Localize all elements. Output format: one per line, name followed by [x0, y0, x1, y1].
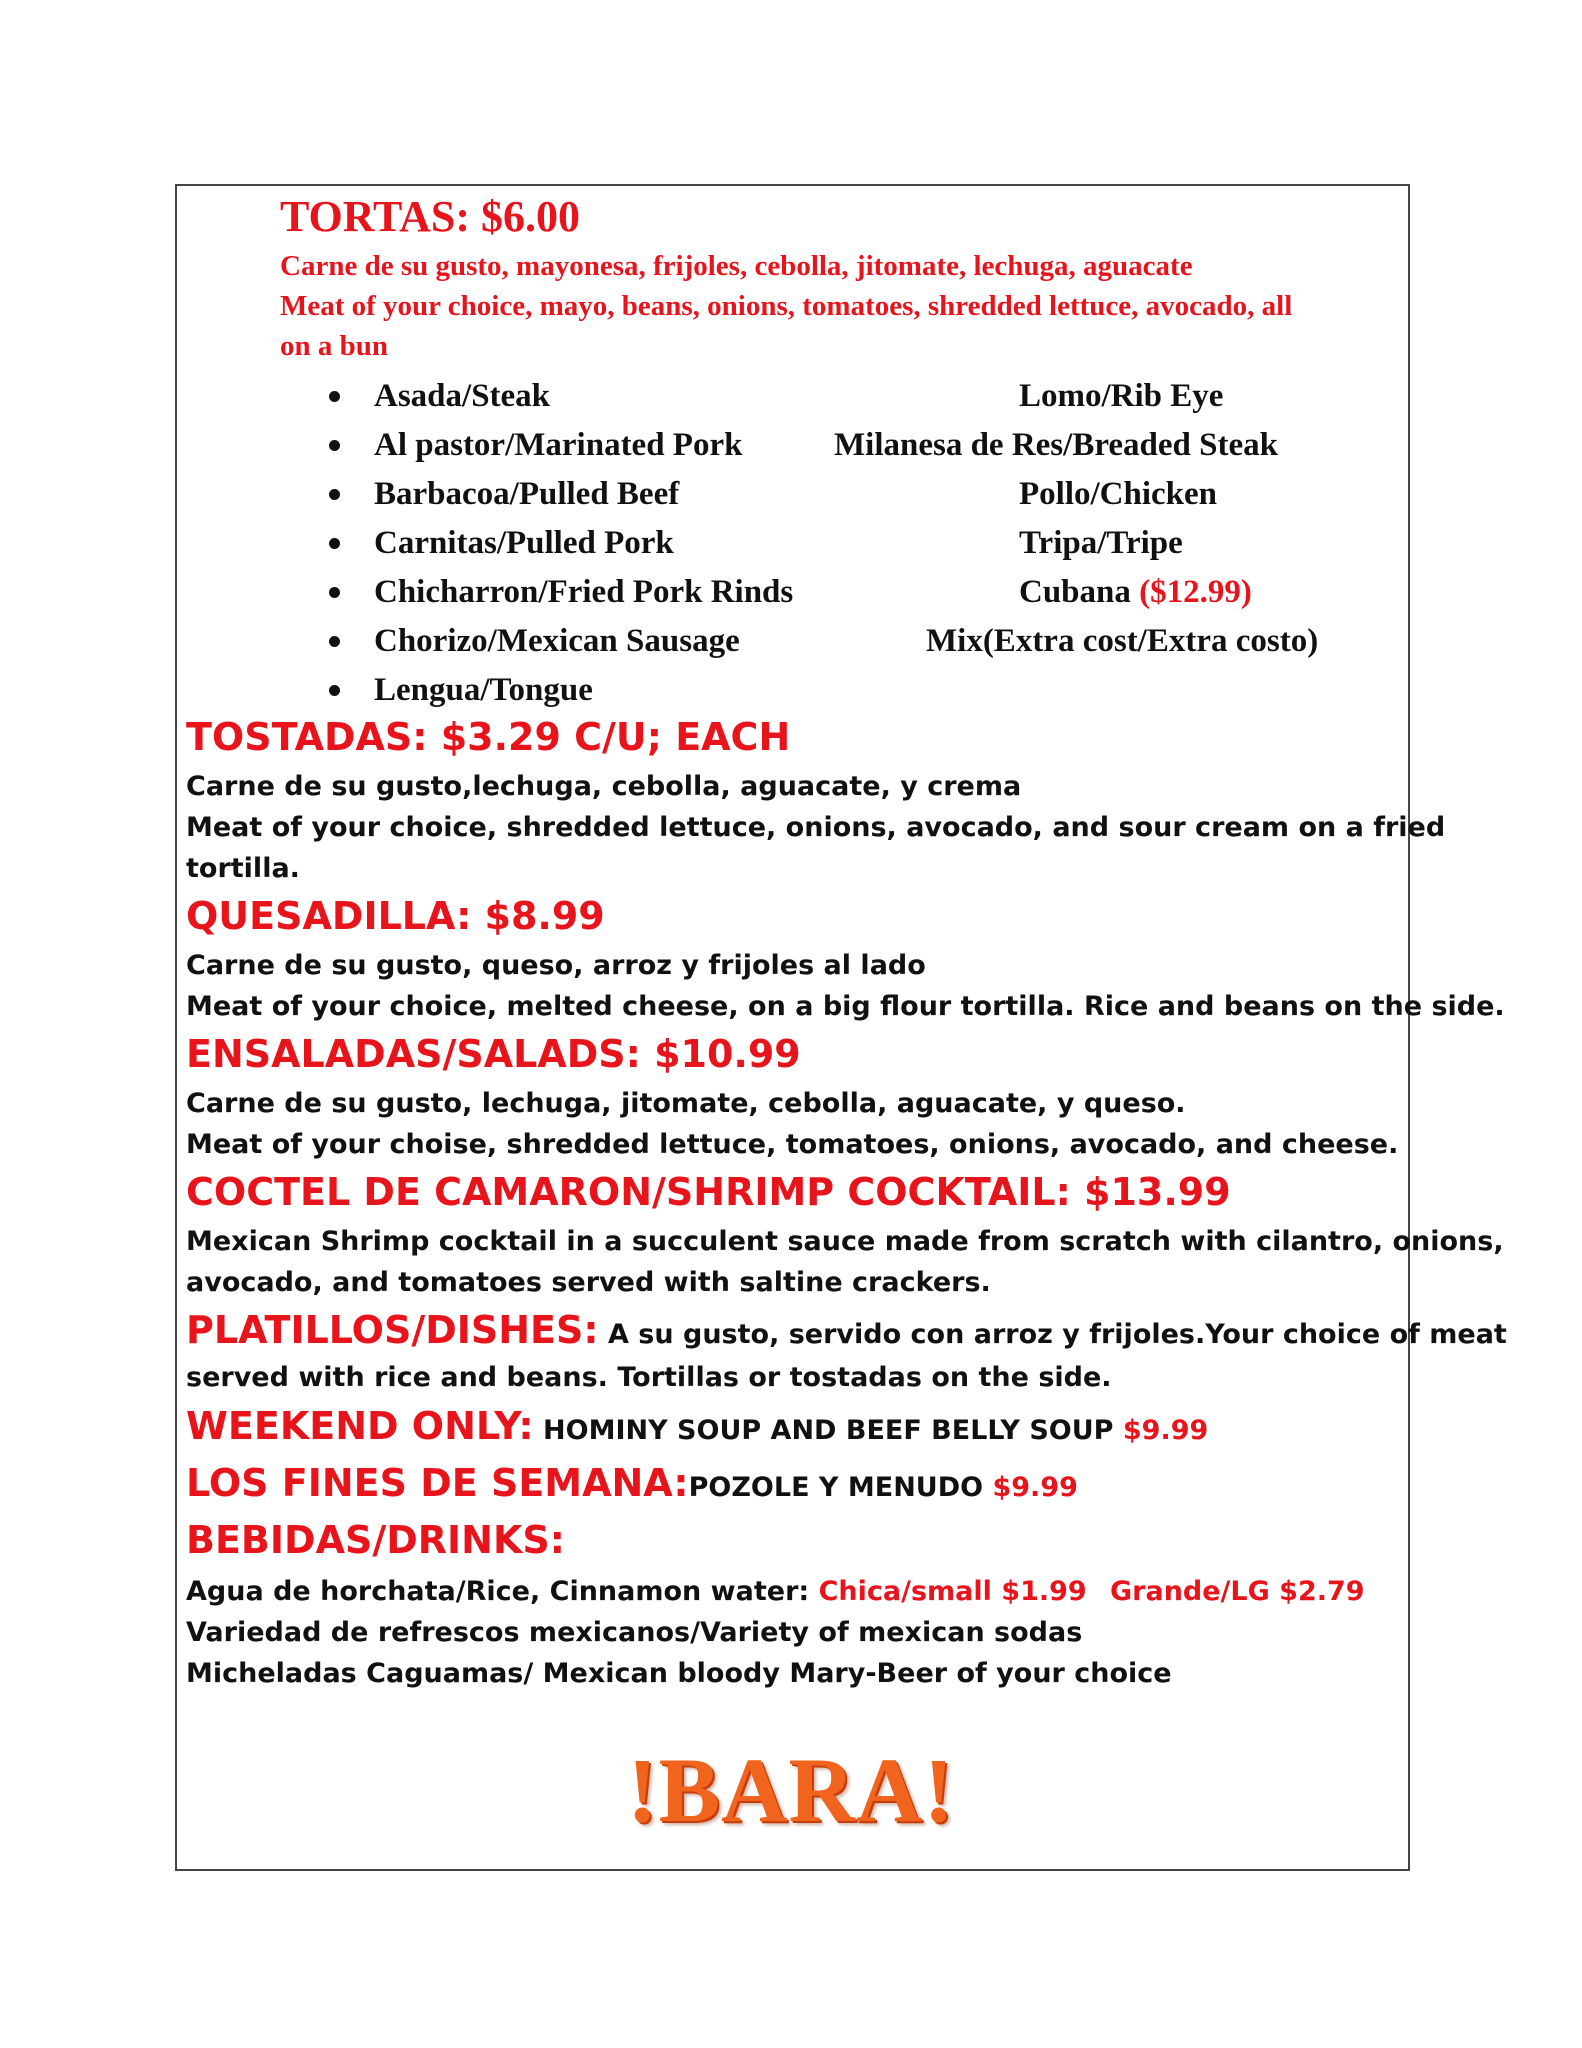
- coctel-title: COCTEL DE CAMARON/SHRIMP COCKTAIL: $13.99: [186, 1170, 1231, 1214]
- list-item: Chicharron/Fried Pork Rinds: [325, 568, 793, 617]
- coctel-desc-cont: avocado, and tomatoes served with saltine crackers.: [186, 1267, 991, 1298]
- tortas-meat-list: [325, 372, 793, 715]
- quesadilla-desc-en: Meat of your choice, melted cheese, on a big flour tortilla. Rice and beans on the side.: [186, 991, 1505, 1022]
- platillos-desc: A su gusto, servido con arroz y frijoles.Your choice of meat: [608, 1319, 1507, 1350]
- cubana-label: Cubana: [1019, 574, 1131, 610]
- platillos-desc-cont: served with rice and beans. Tortillas or tostadas on the side.: [186, 1362, 1112, 1393]
- fines-price: $9.99: [992, 1472, 1078, 1503]
- weekend-row: [186, 1402, 1208, 1455]
- bara-logo: !BARA!: [627, 1739, 955, 1841]
- platillos-title: PLATILLOS/DISHES:: [186, 1308, 599, 1352]
- weekend-text: HOMINY SOUP AND BEEF BELLY SOUP: [543, 1415, 1114, 1446]
- quesadilla-title: QUESADILLA: $8.99: [186, 894, 605, 938]
- list-item: Lengua/Tongue: [325, 666, 793, 715]
- horchata-line: [186, 1571, 1087, 1612]
- cubana-price: ($12.99): [1139, 574, 1252, 610]
- tortas-desc-es: Carne de su gusto, mayonesa, frijoles, cebolla, jitomate, lechuga, aguacate: [280, 250, 1193, 282]
- fines-row: [186, 1459, 1078, 1512]
- tortas-desc-en-cont: on a bun: [280, 330, 389, 362]
- sodas-line: Variedad de refrescos mexicanos/Variety of mexican sodas: [186, 1617, 1083, 1648]
- list-item-right: Pollo/Chicken: [1019, 476, 1218, 512]
- ensaladas-desc-es: Carne de su gusto, lechuga, jitomate, cebolla, aguacate, y queso.: [186, 1088, 1186, 1119]
- list-item-right: Tripa/Tripe: [1019, 525, 1183, 561]
- horchata-large-price: Grande/LG $2.79: [1110, 1576, 1365, 1607]
- list-item: Barbacoa/Pulled Beef: [325, 470, 793, 519]
- list-item-right: [1019, 568, 1252, 617]
- coctel-desc: Mexican Shrimp cocktail in a succulent sauce made from scratch with cilantro, onions,: [186, 1226, 1504, 1257]
- tostadas-desc-es: Carne de su gusto,lechuga, cebolla, aguacate, y crema: [186, 771, 1022, 802]
- quesadilla-desc-es: Carne de su gusto, queso, arroz y frijoles al lado: [186, 950, 926, 981]
- ensaladas-desc-en: Meat of your choise, shredded lettuce, tomatoes, onions, avocado, and cheese.: [186, 1129, 1399, 1160]
- horchata-small-price: Chica/small $1.99: [818, 1576, 1087, 1607]
- weekend-title: WEEKEND ONLY:: [186, 1404, 534, 1448]
- fines-text: POZOLE Y MENUDO: [688, 1472, 984, 1503]
- micheladas-line: Micheladas Caguamas/ Mexican bloody Mary-Beer of your choice: [186, 1658, 1172, 1689]
- tostadas-desc-en-cont: tortilla.: [186, 853, 300, 884]
- tortas-desc-en: Meat of your choice, mayo, beans, onions, tomatoes, shredded lettuce, avocado, all: [280, 290, 1293, 322]
- weekend-price: $9.99: [1122, 1415, 1209, 1446]
- bebidas-title: BEBIDAS/DRINKS:: [186, 1518, 565, 1562]
- fines-title: LOS FINES DE SEMANA:: [186, 1461, 689, 1505]
- list-item-right: Mix(Extra cost/Extra costo): [926, 623, 1319, 659]
- list-item: Asada/Steak: [325, 372, 793, 421]
- list-item: Chorizo/Mexican Sausage: [325, 617, 793, 666]
- tortas-title: TORTAS: $6.00: [280, 192, 580, 241]
- list-item: Carnitas/Pulled Pork: [325, 519, 793, 568]
- list-item-right: Milanesa de Res/Breaded Steak: [834, 427, 1278, 463]
- platillos-row: [186, 1306, 1507, 1359]
- tostadas-desc-en: Meat of your choice, shredded lettuce, onions, avocado, and sour cream on a fried: [186, 812, 1446, 843]
- list-item: Al pastor/Marinated Pork: [325, 421, 793, 470]
- tostadas-title: TOSTADAS: $3.29 C/U; EACH: [186, 715, 791, 759]
- list-item-right: Lomo/Rib Eye: [1019, 378, 1224, 414]
- horchata-label: Agua de horchata/Rice, Cinnamon water:: [186, 1576, 810, 1607]
- ensaladas-title: ENSALADAS/SALADS: $10.99: [186, 1032, 801, 1076]
